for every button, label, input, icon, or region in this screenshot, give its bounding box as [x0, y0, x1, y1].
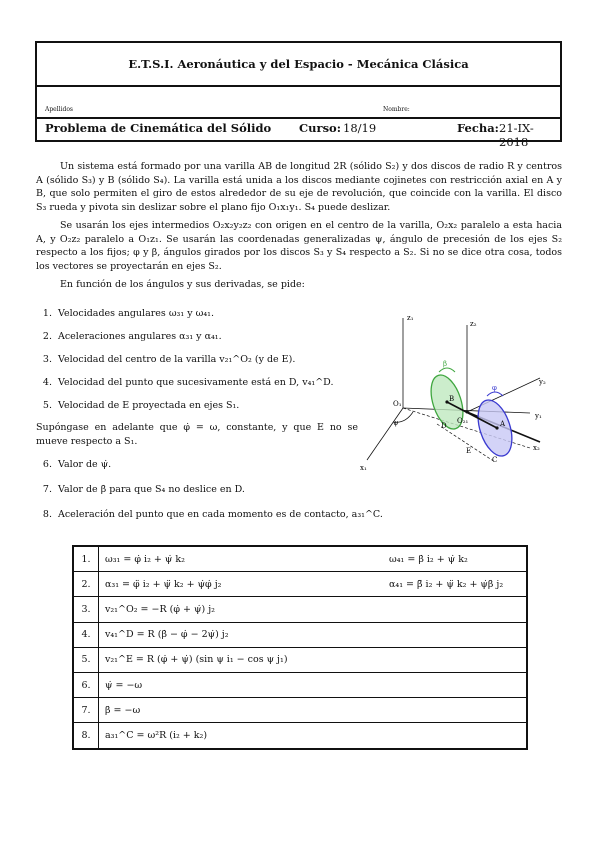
paragraph-2: Se usarán los ejes intermedios O₂x₂y₂z₂ con origen en el centro de la varilla, O₂x₂ paralelo a esta hacia A, y O₂z₂ paralelo a O₁z₁. Se usarán las coordenadas generalizadas ψ, ángulo de precesión de los ejes S₂ respecto a los fijos; φ y β, ángulos girados por los discos S₃ y S₄ respecto a S₂. Si no se dice otra cosa, todos los vectores se proyectarán en ejes S₂.	[36, 220, 562, 272]
question-item: 4. Velocidad del punto que sucesivamente está en D, v₄₁^D.	[42, 377, 334, 388]
table-row: 7. β̇ = −ω	[73, 698, 527, 723]
y2-axis	[467, 378, 540, 412]
curso-value: 18/19	[343, 121, 377, 135]
label-e: E	[466, 447, 472, 455]
point-a	[495, 426, 498, 429]
fecha-label: Fecha:	[457, 121, 499, 135]
label-o21: O₂₁	[457, 417, 469, 425]
label-z1: z₁	[407, 314, 414, 322]
problem-title: Problema de Cinemática del Sólido	[45, 121, 272, 135]
answer-8: a₃₁^C = ω²R (i₂ + k₂)	[105, 729, 208, 741]
table-row: 1. ω₃₁ = φ̇ i₂ + ψ̇ k₂ ω₄₁ = β̇ i₂ + ψ̇ k₂	[73, 546, 527, 572]
point-o2	[466, 411, 469, 414]
paragraph-3: En función de los ángulos y sus derivadas, se pide:	[60, 279, 305, 290]
label-x1: x₁	[360, 464, 367, 472]
beta-arrow	[439, 368, 455, 372]
answer-3: v₂₁^O₂ = −R (φ̇ + ψ̇) j₂	[105, 603, 215, 615]
question-item: 6. Valor de ψ̇.	[42, 459, 112, 470]
table-row: 3. v₂₁^O₂ = −R (φ̇ + ψ̇) j₂	[73, 597, 527, 622]
label-d: D	[441, 422, 447, 430]
student-fields	[37, 85, 560, 119]
question-item: 1. Velocidades angulares ω₃₁ y ω₄₁.	[42, 308, 214, 319]
table-row: 8. a₃₁^C = ω²R (i₂ + k₂)	[73, 723, 527, 749]
header-box	[35, 41, 562, 149]
fecha-value: 21-IX-2018	[499, 121, 534, 149]
table-row: 4. v₄₁^D = R (β̇ − φ̇ − 2ψ̇) j₂	[73, 622, 527, 647]
answer-2b: α₄₁ = β̈ i₂ + ψ̈ k₂ + ψ̇β̇ j₂	[389, 578, 504, 590]
course-title: E.T.S.I. Aeronáutica y del Espacio - Mecánica Clásica	[37, 43, 560, 87]
label-z2: z₂	[470, 320, 477, 328]
label-phi: φ	[492, 384, 497, 392]
label-x2: x₂	[533, 444, 540, 452]
label-beta: β	[443, 360, 448, 368]
question-item: 8. Aceleración del punto que en cada momento es de contacto, a₃₁^C.	[42, 509, 383, 520]
supposition-text: Supóngase en adelante que φ̇ = ω, constante, y que E no se mueve respecto a S₁.	[36, 422, 358, 447]
paragraph-1: Un sistema está formado por una varilla AB de longitud 2R (sólido S₂) y dos discos de radio R y centros A (sólido S₃) y B (sólido S₄). La varilla está unida a los discos mediante cojinetes con restricción axial en A y B, que solo permiten el giro de estos alrededor de su eje de revolución, que coincide con la varilla. El disco S₃ rueda y pivota sin deslizar sobre el plano fijo O₁x₁y₁. S₄ puede deslizar.	[36, 161, 562, 213]
label-b: B	[449, 395, 455, 403]
label-y1: y₁	[535, 412, 542, 420]
phi-arrow	[487, 392, 503, 396]
answer-1b: ω₄₁ = β̇ i₂ + ψ̇ k₂	[389, 553, 468, 565]
question-list	[36, 308, 356, 423]
question-item: 5. Velocidad de E proyectada en ejes S₁.	[42, 400, 240, 411]
question-item: 2. Aceleraciones angulares α₃₁ y α₄₁.	[42, 331, 222, 342]
disc-a	[472, 396, 518, 460]
answer-5: v₂₁^E = R (φ̇ + ψ̇) (sin ψ i₁ − cos ψ j₁)	[105, 654, 288, 666]
x1-axis	[367, 408, 403, 460]
nombre-label: Nombre:	[383, 106, 410, 113]
answer-7: β̇ = −ω	[105, 704, 141, 716]
answer-table	[72, 545, 528, 750]
table-row: 2. α₃₁ = φ̈ i₂ + ψ̈ k₂ + ψ̇φ̇ j₂ α₄₁ = β̈ i₂ + ψ̈ k₂ + ψ̇β̇ j₂	[73, 572, 527, 597]
label-o1: O₁	[393, 400, 402, 408]
question-item: 7. Valor de β̇ para que S₄ no deslice en D.	[42, 484, 245, 495]
label-y2: y₂	[539, 378, 546, 386]
answer-6: ψ̇ = −ω	[105, 679, 143, 691]
table-row: 6. ψ̇ = −ω	[73, 672, 527, 697]
answer-2a: α₃₁ = φ̈ i₂ + ψ̈ k₂ + ψ̇φ̇ j₂	[105, 578, 222, 590]
question-item: 3. Velocidad del centro de la varilla v₂₁^O₂ (y de E).	[42, 354, 296, 365]
label-c: C	[492, 456, 498, 464]
curso-label: Curso:	[299, 121, 341, 135]
label-a: A	[500, 420, 506, 428]
problem-row	[37, 117, 560, 149]
mechanism-figure	[355, 300, 565, 480]
answer-1a: ω₃₁ = φ̇ i₂ + ψ̇ k₂	[105, 553, 185, 565]
table-row: 5. v₂₁^E = R (φ̇ + ψ̇) (sin ψ i₁ − cos ψ j₁)	[73, 647, 527, 672]
answer-4: v₄₁^D = R (β̇ − φ̇ − 2ψ̇) j₂	[105, 629, 229, 641]
label-psi: ψ	[393, 419, 399, 427]
apellidos-label: Apellidos	[45, 106, 74, 113]
problem-statement	[36, 160, 562, 292]
